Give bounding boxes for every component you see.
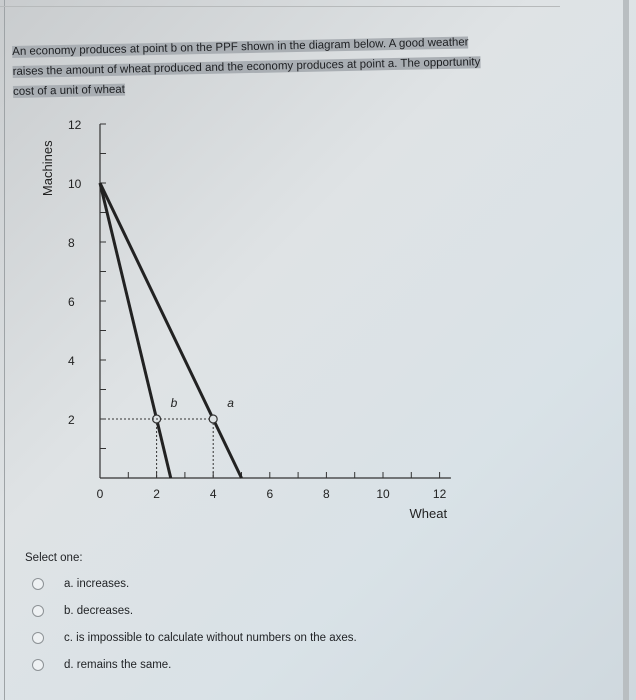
y-tick-label: 4 <box>68 354 75 368</box>
question-text <box>12 30 583 102</box>
x-tick-label: 12 <box>432 487 447 501</box>
select-one-label: Select one: <box>25 552 83 564</box>
radio-button[interactable] <box>32 632 44 644</box>
x-tick-label: 0 <box>96 487 104 501</box>
question-line-1: An economy produces at point b on the PPF shown in the diagram below. A good weather <box>12 36 469 58</box>
radio-button[interactable] <box>32 605 44 617</box>
y-tick-label: 2 <box>68 413 75 427</box>
x-tick-label: 10 <box>376 487 390 501</box>
y-tick-label: 10 <box>68 177 82 191</box>
option-label: d. remains the same. <box>64 659 172 671</box>
x-axis-label: Wheat <box>409 506 448 521</box>
x-tick-label: 4 <box>209 487 217 501</box>
point-label: b <box>170 396 178 410</box>
option-label: a. increases. <box>64 578 130 590</box>
option-label: b. decreases. <box>64 605 134 617</box>
ppf-line <box>100 183 242 478</box>
ppf-line <box>100 183 171 478</box>
x-tick-label: 6 <box>266 487 274 501</box>
option-a[interactable] <box>32 578 129 590</box>
radio-button[interactable] <box>32 659 44 671</box>
point-a <box>209 415 217 423</box>
question-line-3: cost of a unit of wheat <box>12 83 126 98</box>
divider <box>0 6 560 7</box>
y-tick-label: 6 <box>68 295 75 309</box>
option-d[interactable] <box>32 659 171 671</box>
option-label: c. is impossible to calculate without numbers on the axes. <box>64 632 357 644</box>
radio-button[interactable] <box>32 578 44 590</box>
point-label: a <box>227 396 234 410</box>
ppf-chart <box>0 110 500 540</box>
question-line-2: raises the amount of wheat produced and the economy produces at point a. The opportunity <box>12 56 481 78</box>
y-tick-label: 12 <box>68 118 82 132</box>
option-b[interactable] <box>32 605 133 617</box>
x-tick-label: 2 <box>153 487 160 501</box>
x-tick-label: 8 <box>323 487 330 501</box>
option-c[interactable] <box>32 632 357 644</box>
y-axis-label: Machines <box>40 140 55 197</box>
y-tick-label: 8 <box>68 236 75 250</box>
